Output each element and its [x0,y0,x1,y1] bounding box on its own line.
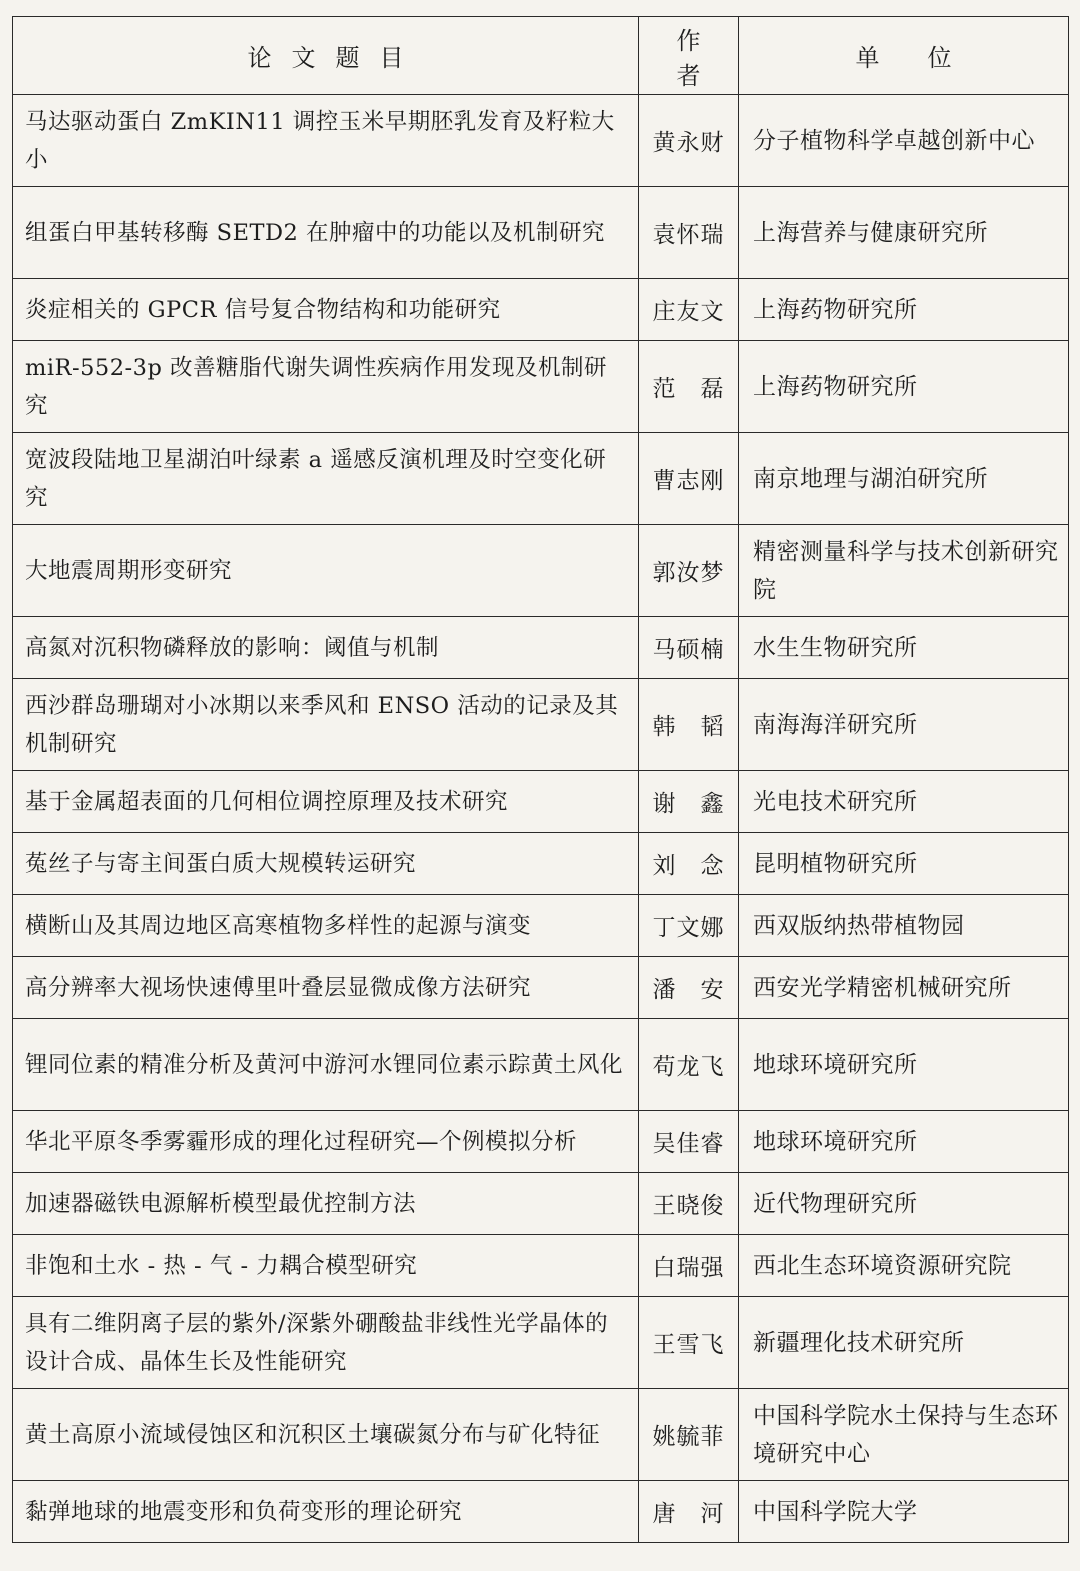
table-row [13,187,1069,279]
header-author: 作者 [639,17,739,95]
paper-title: 黄土高原小流域侵蚀区和沉积区土壤碳氮分布与矿化特征 [13,1389,639,1481]
paper-title: 组蛋白甲基转移酶 SETD2 在肿瘤中的功能以及机制研究 [13,187,639,279]
paper-title: 华北平原冬季雾霾形成的理化过程研究—个例模拟分析 [13,1111,639,1173]
table-row [13,1173,1069,1235]
paper-title: 大地震周期形变研究 [13,525,639,617]
paper-author: 吴佳睿 [639,1111,739,1173]
paper-title: 非饱和土水 - 热 - 气 - 力耦合模型研究 [13,1235,639,1297]
table-row [13,1297,1069,1389]
paper-title: 马达驱动蛋白 ZmKIN11 调控玉米早期胚乳发育及籽粒大小 [13,95,639,187]
table-row [13,617,1069,679]
table-row [13,341,1069,433]
table-row [13,95,1069,187]
paper-title: 基于金属超表面的几何相位调控原理及技术研究 [13,771,639,833]
table-row [13,1389,1069,1481]
paper-unit: 上海营养与健康研究所 [739,187,1069,279]
paper-unit: 南京地理与湖泊研究所 [739,433,1069,525]
paper-unit: 中国科学院大学 [739,1481,1069,1543]
paper-title: miR-552-3p 改善糖脂代谢失调性疾病作用发现及机制研究 [13,341,639,433]
table-row [13,279,1069,341]
paper-author: 曹志刚 [639,433,739,525]
paper-title: 高分辨率大视场快速傅里叶叠层显微成像方法研究 [13,957,639,1019]
papers-table [12,16,1069,1543]
paper-unit: 地球环境研究所 [739,1111,1069,1173]
paper-author: 潘 安 [639,957,739,1019]
paper-unit: 昆明植物研究所 [739,833,1069,895]
table-row [13,833,1069,895]
paper-unit: 上海药物研究所 [739,279,1069,341]
paper-author: 丁文娜 [639,895,739,957]
paper-unit: 西双版纳热带植物园 [739,895,1069,957]
paper-unit: 地球环境研究所 [739,1019,1069,1111]
paper-unit: 中国科学院水土保持与生态环境研究中心 [739,1389,1069,1481]
header-unit: 单位 [739,17,1069,95]
paper-author: 庄友文 [639,279,739,341]
paper-title: 加速器磁铁电源解析模型最优控制方法 [13,1173,639,1235]
paper-author: 刘 念 [639,833,739,895]
paper-unit: 西北生态环境资源研究院 [739,1235,1069,1297]
paper-title: 黏弹地球的地震变形和负荷变形的理论研究 [13,1481,639,1543]
paper-unit: 精密测量科学与技术创新研究院 [739,525,1069,617]
paper-title: 西沙群岛珊瑚对小冰期以来季风和 ENSO 活动的记录及其机制研究 [13,679,639,771]
table-row [13,1235,1069,1297]
table-row [13,525,1069,617]
paper-author: 白瑞强 [639,1235,739,1297]
table-row [13,1481,1069,1543]
paper-unit: 光电技术研究所 [739,771,1069,833]
table-row [13,957,1069,1019]
paper-author: 唐 河 [639,1481,739,1543]
paper-author: 苟龙飞 [639,1019,739,1111]
paper-title: 高氮对沉积物磷释放的影响：阈值与机制 [13,617,639,679]
paper-title: 菟丝子与寄主间蛋白质大规模转运研究 [13,833,639,895]
table-row [13,771,1069,833]
table-row [13,895,1069,957]
paper-unit: 水生生物研究所 [739,617,1069,679]
paper-unit: 近代物理研究所 [739,1173,1069,1235]
paper-author: 郭汝梦 [639,525,739,617]
paper-title: 炎症相关的 GPCR 信号复合物结构和功能研究 [13,279,639,341]
table-row [13,679,1069,771]
header-title: 论文题目 [13,17,639,95]
table-row [13,1019,1069,1111]
paper-title: 锂同位素的精准分析及黄河中游河水锂同位素示踪黄土风化 [13,1019,639,1111]
paper-author: 袁怀瑞 [639,187,739,279]
paper-unit: 南海海洋研究所 [739,679,1069,771]
paper-title: 横断山及其周边地区高寒植物多样性的起源与演变 [13,895,639,957]
paper-author: 王晓俊 [639,1173,739,1235]
table-header-row [13,17,1069,95]
paper-author: 姚毓菲 [639,1389,739,1481]
paper-author: 范 磊 [639,341,739,433]
paper-author: 马硕楠 [639,617,739,679]
table-row [13,1111,1069,1173]
paper-author: 黄永财 [639,95,739,187]
paper-unit: 分子植物科学卓越创新中心 [739,95,1069,187]
paper-unit: 新疆理化技术研究所 [739,1297,1069,1389]
paper-unit: 上海药物研究所 [739,341,1069,433]
paper-author: 谢 鑫 [639,771,739,833]
paper-unit: 西安光学精密机械研究所 [739,957,1069,1019]
paper-title: 宽波段陆地卫星湖泊叶绿素 a 遥感反演机理及时空变化研究 [13,433,639,525]
table-row [13,433,1069,525]
paper-title: 具有二维阴离子层的紫外/深紫外硼酸盐非线性光学晶体的设计合成、晶体生长及性能研究 [13,1297,639,1389]
paper-author: 韩 韬 [639,679,739,771]
paper-author: 王雪飞 [639,1297,739,1389]
